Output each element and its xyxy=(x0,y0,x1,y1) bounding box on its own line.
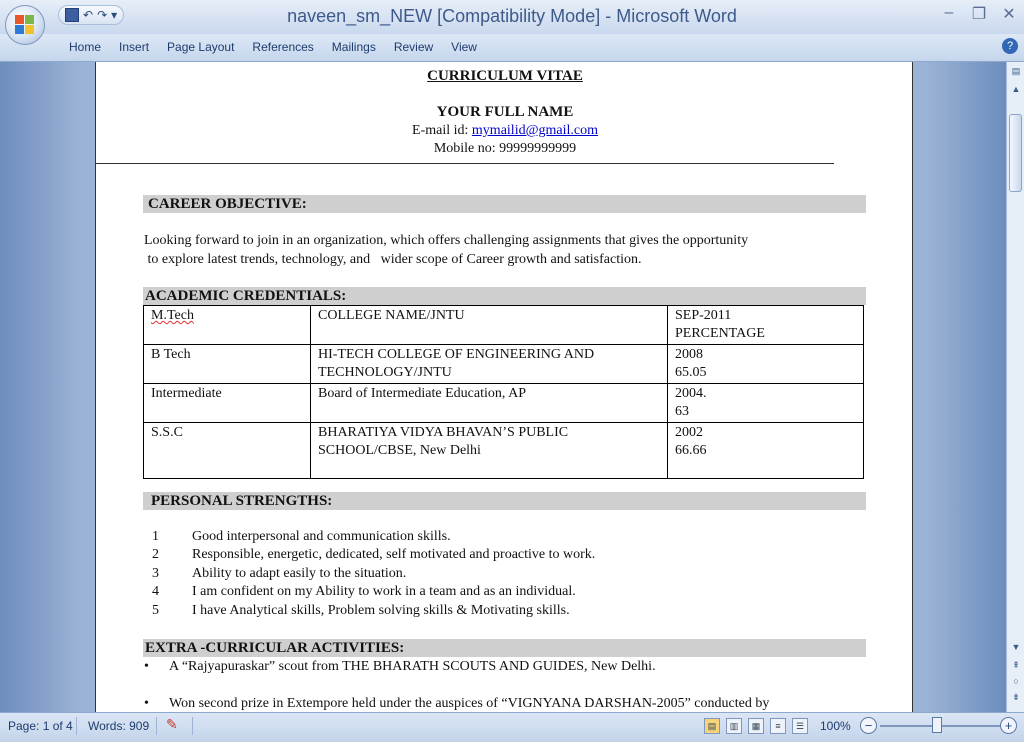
tab-references[interactable]: References xyxy=(252,40,314,54)
zoom-slider-thumb[interactable] xyxy=(932,717,942,733)
office-button[interactable] xyxy=(5,5,45,45)
cv-email-line xyxy=(96,123,914,139)
personal-strengths-heading: PERSONAL STRENGTHS: xyxy=(143,492,866,510)
previous-page-icon[interactable]: ⇞ xyxy=(1012,660,1020,670)
select-browse-object-icon[interactable]: ○ xyxy=(1013,676,1019,686)
ruler-toggle-icon[interactable]: ▤ xyxy=(1011,66,1021,76)
course-cell: M.Tech xyxy=(151,308,194,323)
web-layout-icon[interactable]: ▦ xyxy=(748,718,764,734)
institution-cell: COLLEGE NAME/JNTU xyxy=(311,306,668,345)
scroll-down-icon[interactable]: ▼ xyxy=(1011,642,1021,652)
ribbon-tabs xyxy=(60,40,486,54)
status-divider xyxy=(192,717,193,735)
status-divider xyxy=(156,717,157,735)
email-label: E-mail id: xyxy=(412,123,472,138)
minimize-button[interactable]: – xyxy=(944,4,954,21)
year-value: 2008 xyxy=(675,347,703,362)
career-objective-line-2: to explore latest trends, technology, and wider scope of Career growth and satisfaction. xyxy=(144,252,642,267)
year-score-cell xyxy=(668,384,864,423)
year-score-cell xyxy=(668,345,864,384)
office-logo-icon xyxy=(15,15,35,35)
year-value: SEP-2011 xyxy=(675,308,732,323)
list-item: 2 Responsible, energetic, dedicated, self motivated and proactive to work. xyxy=(152,547,596,562)
score-value: 63 xyxy=(675,404,689,419)
career-objective-line-1: Looking forward to join in an organization, which offers challenging assignments that gives the opportunity xyxy=(144,233,749,248)
career-objective-heading: CAREER OBJECTIVE: xyxy=(143,195,866,213)
course-cell: Intermediate xyxy=(144,384,311,423)
customize-toolbar-icon[interactable]: ▾ xyxy=(111,8,118,22)
undo-icon[interactable]: ↶ xyxy=(83,8,94,22)
institution-cell: BHARATIYA VIDYA BHAVAN’S PUBLIC SCHOOL/CBSE, New Delhi xyxy=(311,423,668,479)
list-item: 3 Ability to adapt easily to the situation. xyxy=(152,566,407,581)
window-controls xyxy=(940,4,1018,24)
cv-name: YOUR FULL NAME xyxy=(436,104,574,120)
document-page[interactable] xyxy=(95,62,913,712)
title-bar xyxy=(0,0,1024,34)
status-bar xyxy=(0,712,1024,742)
outline-view-icon[interactable]: ≡ xyxy=(770,718,786,734)
full-screen-reading-icon[interactable]: ▥ xyxy=(726,718,742,734)
list-item: 5 I have Analytical skills, Problem solving skills & Motivating skills. xyxy=(152,603,570,618)
window-title: naveen_sm_NEW [Compatibility Mode] - Microsoft Word xyxy=(287,6,737,26)
header-divider xyxy=(96,163,834,164)
tab-mailings[interactable]: Mailings xyxy=(331,40,376,54)
zoom-out-button[interactable]: − xyxy=(860,717,877,734)
tab-view[interactable]: View xyxy=(451,40,477,54)
extra-curricular-heading: EXTRA -CURRICULAR ACTIVITIES: xyxy=(143,639,866,657)
tab-insert[interactable]: Insert xyxy=(119,40,150,54)
redo-icon[interactable]: ↷ xyxy=(97,8,108,22)
year-score-cell xyxy=(668,423,864,479)
next-page-icon[interactable]: ⇟ xyxy=(1012,692,1020,702)
zoom-level[interactable]: 100% xyxy=(820,719,851,733)
cv-title: CURRICULUM VITAE xyxy=(427,68,583,84)
score-value: 65.05 xyxy=(675,365,707,380)
list-item: • Won second prize in Extempore held under the auspices of “VIGNYANA DARSHAN-2005” conducted by xyxy=(144,696,770,711)
table-row xyxy=(144,384,864,423)
course-cell: B Tech xyxy=(144,345,311,384)
ribbon xyxy=(0,34,1024,62)
cv-mobile: Mobile no: 99999999999 xyxy=(433,141,577,156)
scroll-up-icon[interactable]: ▲ xyxy=(1011,84,1021,94)
vertical-scrollbar[interactable] xyxy=(1006,62,1024,712)
year-value: 2002 xyxy=(675,425,703,440)
institution-cell: Board of Intermediate Education, AP xyxy=(311,384,668,423)
score-value: 66.66 xyxy=(675,443,707,458)
year-value: 2004. xyxy=(675,386,707,401)
table-row xyxy=(144,345,864,384)
course-cell: S.S.C xyxy=(144,423,311,479)
tab-home[interactable]: Home xyxy=(69,40,102,54)
year-score-cell xyxy=(668,306,864,345)
academic-table xyxy=(143,305,864,479)
table-row xyxy=(144,306,864,345)
zoom-in-button[interactable]: + xyxy=(1000,717,1017,734)
list-item: • A “Rajyapuraskar” scout from THE BHARATH SCOUTS AND GUIDES, New Delhi. xyxy=(144,659,656,674)
restore-button[interactable]: ❐ xyxy=(971,6,987,23)
list-item: 4 I am confident on my Ability to work in a team and as an individual. xyxy=(152,584,576,599)
draft-view-icon[interactable]: ☰ xyxy=(792,718,808,734)
email-link[interactable]: mymailid@gmail.com xyxy=(471,123,598,138)
help-icon[interactable]: ? xyxy=(1002,38,1018,54)
list-item: 1 Good interpersonal and communication skills. xyxy=(152,529,451,544)
institution-cell: HI-TECH COLLEGE OF ENGINEERING AND TECHNOLOGY/JNTU xyxy=(311,345,668,384)
close-button[interactable]: ✕ xyxy=(1002,6,1016,23)
page-count[interactable]: Page: 1 of 4 xyxy=(8,719,73,733)
status-divider xyxy=(76,717,77,735)
table-row xyxy=(144,423,864,479)
academic-credentials-heading: ACADEMIC CREDENTIALS: xyxy=(143,287,866,305)
score-value: PERCENTAGE xyxy=(675,326,765,341)
tab-review[interactable]: Review xyxy=(393,40,434,54)
scroll-thumb[interactable] xyxy=(1009,114,1022,192)
document-workspace xyxy=(0,62,1006,712)
word-count[interactable]: Words: 909 xyxy=(88,719,150,733)
proofing-icon[interactable]: ✎ xyxy=(166,716,178,732)
tab-page-layout[interactable]: Page Layout xyxy=(167,40,235,54)
print-layout-view-icon[interactable]: ▤ xyxy=(704,718,720,734)
